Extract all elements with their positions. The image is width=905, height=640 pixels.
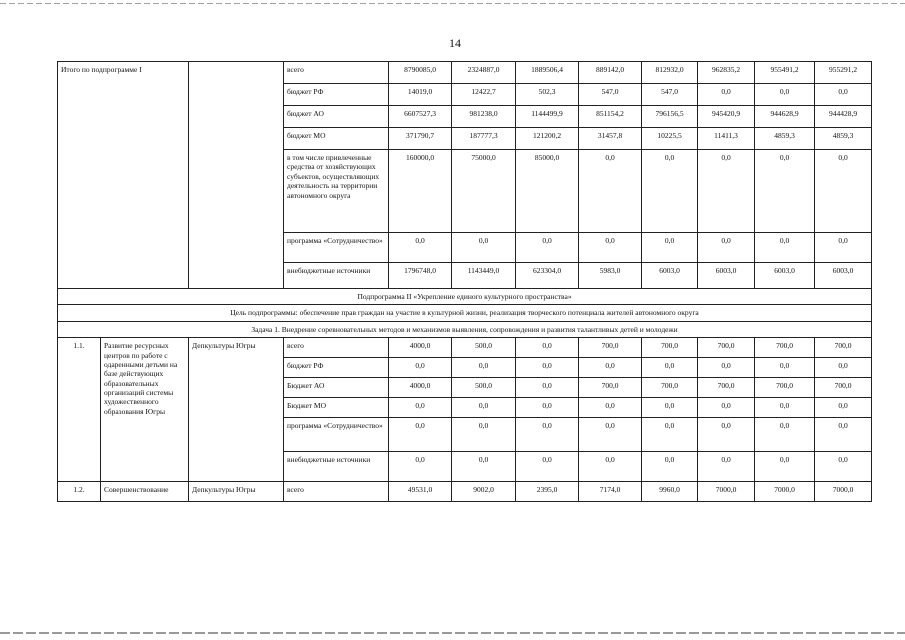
value-cell: 0,0 (698, 84, 755, 106)
source-label: внебюджетные источники (284, 263, 389, 289)
value-cell: 160000,0 (389, 150, 452, 233)
value-cell: 10225,5 (642, 128, 698, 150)
value-cell: 0,0 (698, 418, 755, 452)
table-row (58, 62, 872, 84)
value-cell: 5983,0 (579, 263, 642, 289)
value-cell: 0,0 (389, 418, 452, 452)
value-cell: 2395,0 (516, 482, 579, 502)
value-cell: 0,0 (698, 398, 755, 418)
value-cell: 0,0 (755, 418, 815, 452)
value-cell: 0,0 (755, 84, 815, 106)
value-cell: 812932,0 (642, 62, 698, 84)
scan-bottom-edge (0, 632, 905, 634)
value-cell: 0,0 (642, 358, 698, 378)
value-cell: 0,0 (642, 452, 698, 482)
table-row (58, 338, 872, 358)
source-label: бюджет РФ (284, 358, 389, 378)
value-cell: 0,0 (698, 233, 755, 263)
value-cell: 0,0 (755, 358, 815, 378)
value-cell: 700,0 (579, 338, 642, 358)
value-cell: 4000,0 (389, 338, 452, 358)
value-cell: 0,0 (642, 398, 698, 418)
value-cell: 6003,0 (698, 263, 755, 289)
source-label: всего (284, 482, 389, 502)
source-label: внебюджетные источники (284, 452, 389, 482)
source-label: всего (284, 338, 389, 358)
item-1-1-block (58, 338, 872, 482)
value-cell: 0,0 (452, 398, 516, 418)
value-cell: 0,0 (389, 233, 452, 263)
value-cell: 187777,3 (452, 128, 516, 150)
value-cell: 0,0 (579, 452, 642, 482)
source-label: бюджет РФ (284, 84, 389, 106)
value-cell: 14019,0 (389, 84, 452, 106)
value-cell: 700,0 (642, 378, 698, 398)
value-cell: 0,0 (755, 150, 815, 233)
value-cell: 7000,0 (815, 482, 872, 502)
value-cell: 1796748,0 (389, 263, 452, 289)
value-cell: 0,0 (516, 233, 579, 263)
scan-top-edge (0, 3, 905, 4)
value-cell: 85000,0 (516, 150, 579, 233)
value-cell: 700,0 (698, 378, 755, 398)
value-cell: 700,0 (815, 338, 872, 358)
value-cell: 0,0 (516, 398, 579, 418)
value-cell: 944628,9 (755, 106, 815, 128)
source-label: Бюджет АО (284, 378, 389, 398)
value-cell: 6003,0 (642, 263, 698, 289)
subprogram-goal: Цель подпрограммы: обеспечение прав граждан на участие в культурной жизни, реализация творческого потенциала жителей автономного округа (58, 305, 872, 321)
value-cell: 0,0 (452, 358, 516, 378)
value-cell: 0,0 (452, 418, 516, 452)
value-cell: 8790085,0 (389, 62, 452, 84)
value-cell: 700,0 (579, 378, 642, 398)
value-cell: 75000,0 (452, 150, 516, 233)
value-cell: 0,0 (579, 398, 642, 418)
value-cell: 0,0 (815, 150, 872, 233)
source-label: всего (284, 62, 389, 84)
value-cell: 0,0 (642, 233, 698, 263)
value-cell: 31457,8 (579, 128, 642, 150)
value-cell: 0,0 (698, 358, 755, 378)
value-cell: 7000,0 (755, 482, 815, 502)
value-cell: 0,0 (815, 418, 872, 452)
value-cell: 1889506,4 (516, 62, 579, 84)
summary-executor-cell (189, 62, 284, 289)
value-cell: 0,0 (698, 452, 755, 482)
value-cell: 955291,2 (815, 62, 872, 84)
value-cell: 0,0 (452, 452, 516, 482)
source-label: бюджет МО (284, 128, 389, 150)
value-cell: 0,0 (389, 358, 452, 378)
value-cell: 0,0 (579, 233, 642, 263)
value-cell: 981238,0 (452, 106, 516, 128)
value-cell: 500,0 (452, 338, 516, 358)
table-row (58, 289, 872, 305)
item-executor: Депкультуры Югры (189, 482, 284, 502)
value-cell: 6003,0 (755, 263, 815, 289)
value-cell: 0,0 (516, 418, 579, 452)
value-cell: 700,0 (698, 338, 755, 358)
value-cell: 889142,0 (579, 62, 642, 84)
source-label: Бюджет МО (284, 398, 389, 418)
value-cell: 4859,3 (755, 128, 815, 150)
item-number: 1.1. (58, 338, 101, 482)
value-cell: 0,0 (755, 233, 815, 263)
value-cell: 1143449,0 (452, 263, 516, 289)
value-cell: 49531,0 (389, 482, 452, 502)
subprogram-title: Подпрограмма II «Укрепление единого культурного пространства» (58, 289, 872, 305)
source-label: программа «Сотрудничество» (284, 418, 389, 452)
value-cell: 0,0 (516, 338, 579, 358)
value-cell: 9002,0 (452, 482, 516, 502)
value-cell: 6607527,3 (389, 106, 452, 128)
value-cell: 700,0 (755, 338, 815, 358)
value-cell: 700,0 (755, 378, 815, 398)
value-cell: 962835,2 (698, 62, 755, 84)
summary-title: Итого по подпрограмме I (58, 62, 189, 289)
source-label: бюджет АО (284, 106, 389, 128)
value-cell: 2324887,0 (452, 62, 516, 84)
task-title: Задача 1. Внедрение соревновательных методов и механизмов выявления, сопровождения и развития талантливых детей и молодежи (58, 321, 872, 337)
value-cell: 0,0 (642, 150, 698, 233)
table-row (58, 305, 872, 321)
value-cell: 0,0 (815, 84, 872, 106)
value-cell: 0,0 (516, 358, 579, 378)
value-cell: 502,3 (516, 84, 579, 106)
value-cell: 11411,3 (698, 128, 755, 150)
value-cell: 0,0 (579, 150, 642, 233)
item-number: 1.2. (58, 482, 101, 502)
value-cell: 1144499,9 (516, 106, 579, 128)
item-name: Совершенствование (101, 482, 189, 502)
value-cell: 7174,0 (579, 482, 642, 502)
value-cell: 0,0 (516, 378, 579, 398)
value-cell: 0,0 (516, 452, 579, 482)
value-cell: 6003,0 (815, 263, 872, 289)
value-cell: 0,0 (389, 398, 452, 418)
value-cell: 944428,9 (815, 106, 872, 128)
value-cell: 700,0 (815, 378, 872, 398)
value-cell: 0,0 (815, 358, 872, 378)
value-cell: 796156,5 (642, 106, 698, 128)
value-cell: 500,0 (452, 378, 516, 398)
value-cell: 0,0 (815, 233, 872, 263)
subprogram-headers (58, 289, 872, 338)
page-number: 14 (449, 36, 461, 50)
value-cell: 547,0 (642, 84, 698, 106)
item-name: Развитие ресурсных центров по работе с одаренными детьми на базе действующих образовательных организаций системы художественного образования Югры (101, 338, 189, 482)
value-cell: 7000,0 (698, 482, 755, 502)
value-cell: 623304,0 (516, 263, 579, 289)
source-label: программа «Сотрудничество» (284, 233, 389, 263)
item-1-2-block (58, 482, 872, 502)
value-cell: 0,0 (579, 358, 642, 378)
value-cell: 0,0 (642, 418, 698, 452)
value-cell: 945420,9 (698, 106, 755, 128)
value-cell: 9960,0 (642, 482, 698, 502)
source-label: в том числе привлеченные средства от хозяйствующих субъектов, осуществляющих деятельность на территории автономного округа (284, 150, 389, 233)
value-cell: 4000,0 (389, 378, 452, 398)
value-cell: 700,0 (642, 338, 698, 358)
value-cell: 0,0 (698, 150, 755, 233)
value-cell: 0,0 (755, 452, 815, 482)
value-cell: 0,0 (815, 452, 872, 482)
value-cell: 4859,3 (815, 128, 872, 150)
value-cell: 0,0 (452, 233, 516, 263)
summary-block (58, 62, 872, 289)
item-executor: Депкультуры Югры (189, 338, 284, 482)
value-cell: 12422,7 (452, 84, 516, 106)
value-cell: 0,0 (389, 452, 452, 482)
budget-table (57, 61, 872, 502)
table-row (58, 321, 872, 337)
value-cell: 0,0 (815, 398, 872, 418)
value-cell: 0,0 (579, 418, 642, 452)
value-cell: 547,0 (579, 84, 642, 106)
value-cell: 371790,7 (389, 128, 452, 150)
table-row (58, 482, 872, 502)
value-cell: 0,0 (755, 398, 815, 418)
value-cell: 121200,2 (516, 128, 579, 150)
value-cell: 955491,2 (755, 62, 815, 84)
value-cell: 851154,2 (579, 106, 642, 128)
